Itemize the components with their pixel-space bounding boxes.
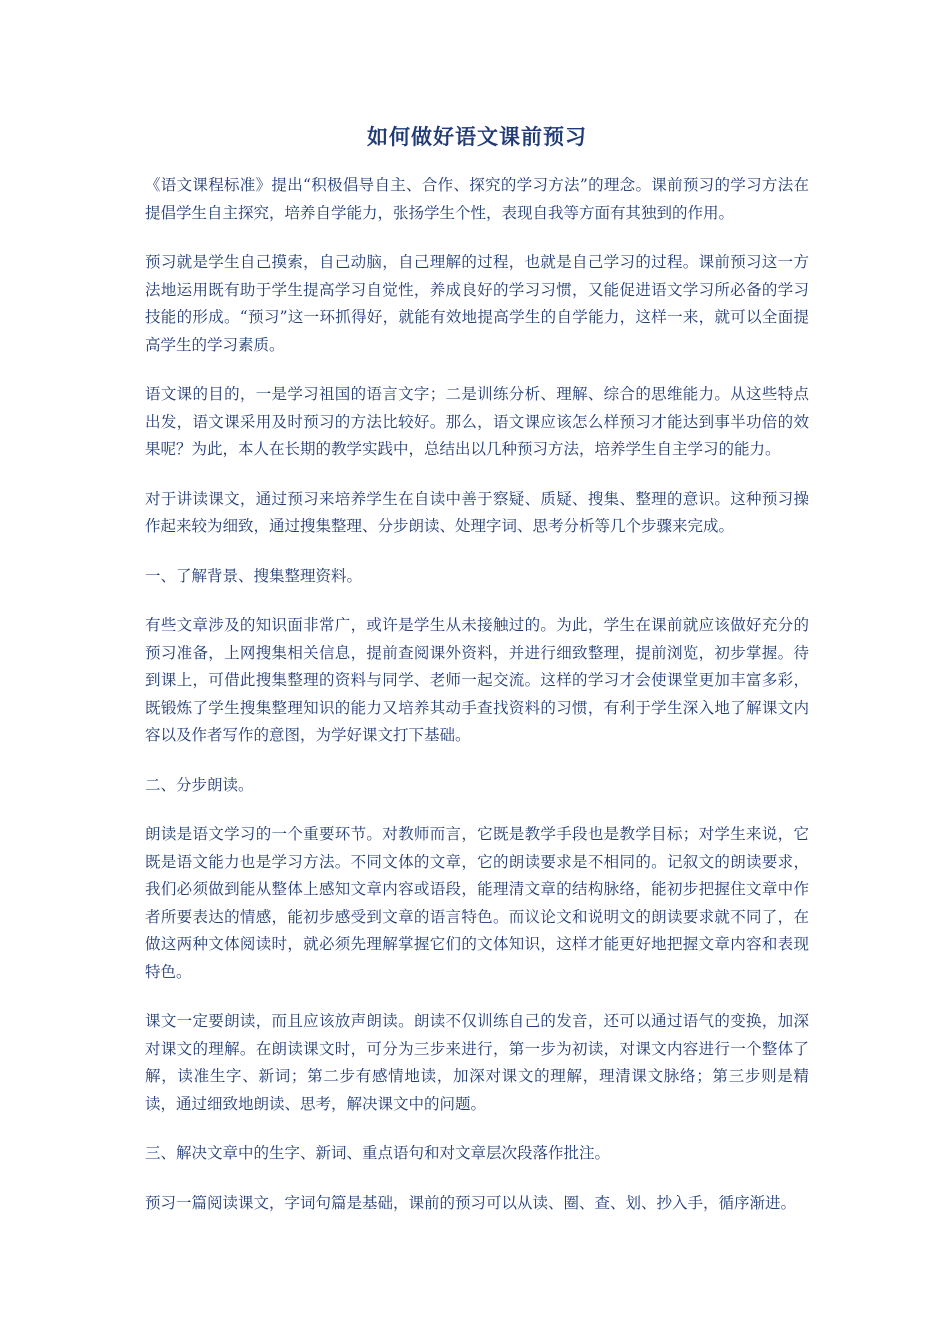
- paragraph: 预习就是学生自己摸索，自己动脑，自己理解的过程，也就是自己学习的过程。课前预习这一方法地运用既有助于学生提高学习自觉性，养成良好的学习习惯，又能促进语文学习所必备的学习技能的形成。“预习”这一环抓得好，就能有效地提高学生的自学能力，这样一来，就可以全面提高学生的学习素质。: [145, 253, 809, 354]
- paragraph: 预习一篇阅读课文，字词句篇是基础，课前的预习可以从读、圈、查、划、抄入手，循序渐进。: [145, 1193, 797, 1212]
- paragraph: 有些文章涉及的知识面非常广，或许是学生从未接触过的。为此，学生在课前就应该做好充分的预习准备，上网搜集相关信息，提前查阅课外资料，并进行细致整理，提前浏览，初步掌握。待到课上，可借此搜集整理的资料与同学、老师一起交流。这样的学习才会使课堂更加丰富多彩，既锻炼了学生搜集整理知识的能力又培养其动手查找资料的习惯，有利于学生深入地了解课文内容以及作者写作的意图，为学好课文打下基础。: [145, 616, 809, 744]
- section-heading: 三、解决文章中的生字、新词、重点语句和对文章层次段落作批注。: [145, 1144, 611, 1162]
- paragraph: 《语文课程标准》提出“积极倡导自主、合作、探究的学习方法”的理念。课前预习的学习方法在提倡学生自主探究，培养自学能力，张扬学生个性，表现自我等方面有其独到的作用。: [145, 176, 809, 222]
- paragraph: 语文课的目的，一是学习祖国的语言文字；二是训练分析、理解、综合的思维能力。从这些特点出发，语文课采用及时预习的方法比较好。那么，语文课应该怎么样预习才能达到事半功倍的效果呢？为此，本人在长期的教学实践中，总结出以几种预习方法，培养学生自主学习的能力。: [145, 385, 809, 458]
- document-body: [145, 172, 809, 1239]
- section-heading: 一、了解背景、搜集整理资料。: [145, 566, 363, 585]
- paragraph: 课文一定要朗读，而且应该放声朗读。朗读不仅训练自己的发音，还可以通过语气的变换，加深对课文的理解。在朗读课文时，可分为三步来进行，第一步为初读，对课文内容进行一个整体了解，读准生字、新词；第二步有感情地读，加深对课文的理解，理清课文脉络；第三步则是精读，通过细致地朗读、思考，解决课文中的问题。: [145, 1012, 809, 1113]
- document-title: 如何做好语文课前预习: [367, 124, 587, 149]
- paragraph: 对于讲读课文，通过预习来培养学生在自读中善于察疑、质疑、搜集、整理的意识。这种预习操作起来较为细致，通过搜集整理、分步朗读、处理字词、思考分析等几个步骤来完成。: [145, 489, 809, 535]
- section-heading: 二、分步朗读。: [145, 775, 254, 794]
- paragraph: 朗读是语文学习的一个重要环节。对教师而言，它既是教学手段也是教学目标；对学生来说，它既是语文能力也是学习方法。不同文体的文章，它的朗读要求是不相同的。记叙文的朗读要求，我们必须做到能从整体上感知文章内容或语段，能理清文章的结构脉络，能初步把握住文章中作者所要表达的情感，能初步感受到文章的语言特色。而议论文和说明文的朗读要求就不同了，在做这两种文体阅读时，就必须先理解掌握它们的文体知识，这样才能更好地把握文章内容和表现特色。: [145, 825, 809, 981]
